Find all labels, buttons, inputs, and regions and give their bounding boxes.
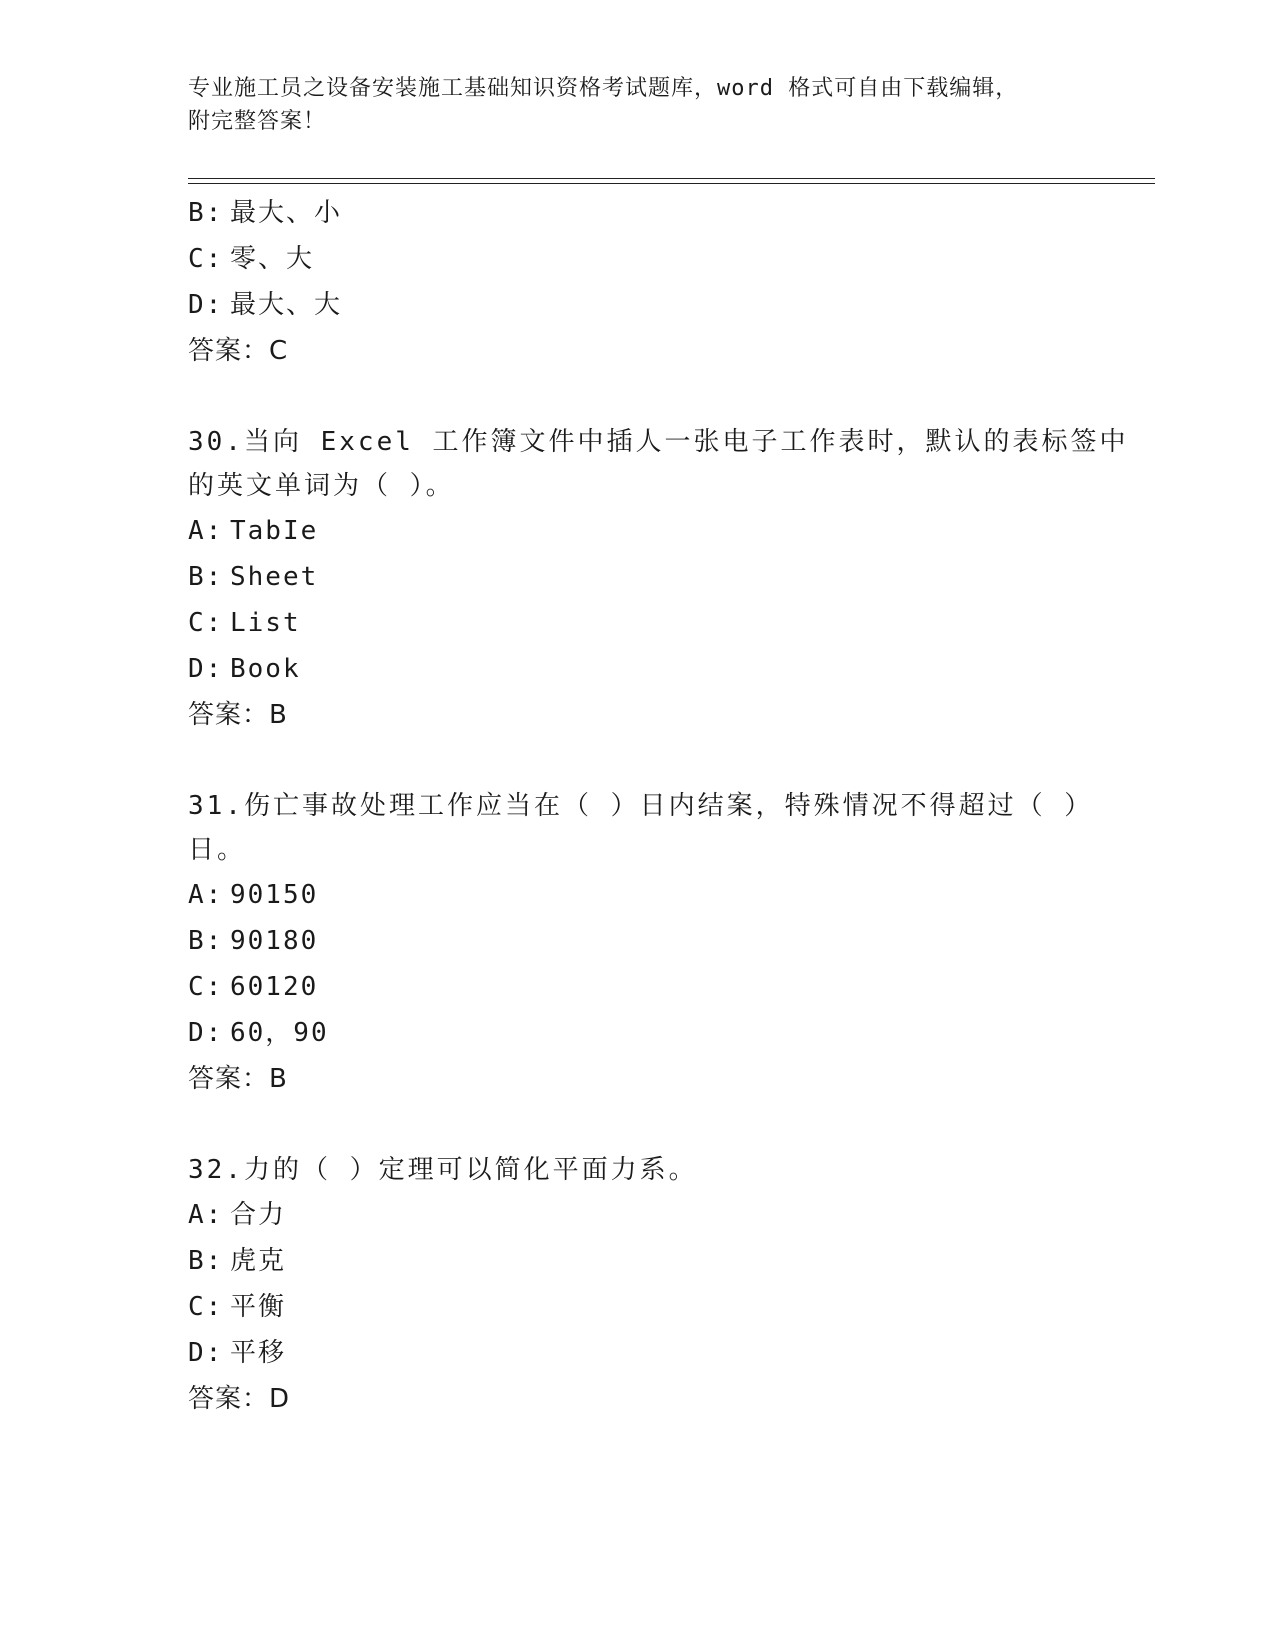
- option-text: 虎克: [230, 1246, 287, 1276]
- option-text: 合力: [230, 1200, 287, 1230]
- option-b: B: 虎克: [188, 1246, 287, 1276]
- stem-line-1: 30.当向 Excel 工作簿文件中插人一张电子工作表时，默认的表标签中: [188, 427, 1129, 457]
- option-d: D: 平移: [188, 1338, 287, 1368]
- header-line-2: 附完整答案！: [188, 109, 327, 134]
- question-32: [188, 1148, 1088, 1422]
- option-text: TabIe: [230, 516, 319, 546]
- option-c: C: 平衡: [188, 1292, 287, 1322]
- spacer: [188, 1102, 1088, 1148]
- question-29-tail: [188, 190, 1088, 374]
- option-c: C: 零、大: [188, 244, 315, 274]
- question-stem: [188, 1148, 1088, 1192]
- question-31: [188, 784, 1094, 1102]
- option-text: 60，90: [230, 1018, 329, 1048]
- option-text: Book: [230, 654, 301, 684]
- question-30: [188, 420, 1129, 738]
- option-text: 平移: [230, 1338, 287, 1368]
- stem-line-1: 31.伤亡事故处理工作应当在（ ）日内结案，特殊情况不得超过（ ）: [188, 791, 1094, 821]
- option-text: 最大、大: [230, 290, 343, 320]
- spacer: [188, 374, 1088, 420]
- option-d: D: 60，90: [188, 1018, 329, 1048]
- stem-line-1: 32.力的（ ）定理可以简化平面力系。: [188, 1155, 698, 1185]
- option-a: A: 90150: [188, 880, 319, 910]
- option-a: A: TabIe: [188, 516, 319, 546]
- header-rule-top: [188, 178, 1155, 179]
- option-text: 最大、小: [230, 198, 343, 228]
- question-stem: [188, 420, 1129, 508]
- option-c: C: 60120: [188, 972, 319, 1002]
- stem-line-2: 日。: [188, 835, 247, 865]
- header-rule-bottom: [188, 183, 1155, 184]
- answer-32: 答案：D: [188, 1384, 291, 1414]
- header-line-1: 专业施工员之设备安装施工基础知识资格考试题库，word 格式可自由下载编辑，: [188, 76, 1019, 101]
- option-text: Sheet: [230, 562, 319, 592]
- option-d: D: 最大、大: [188, 290, 343, 320]
- option-text: 平衡: [230, 1292, 287, 1322]
- spacer: [188, 738, 1088, 784]
- question-list: [188, 190, 1129, 1422]
- answer-31: 答案：B: [188, 1064, 288, 1094]
- question-stem: [188, 784, 1094, 872]
- option-b: B: 90180: [188, 926, 319, 956]
- document-header: [188, 72, 1088, 138]
- option-c: C: List: [188, 608, 301, 638]
- option-text: 90180: [230, 926, 319, 956]
- option-text: List: [230, 608, 301, 638]
- option-a: A: 合力: [188, 1200, 287, 1230]
- option-text: 零、大: [230, 244, 315, 274]
- option-text: 90150: [230, 880, 319, 910]
- answer-29: 答案：C: [188, 336, 289, 366]
- option-d: D: Book: [188, 654, 301, 684]
- option-text: 60120: [230, 972, 319, 1002]
- answer-30: 答案：B: [188, 700, 288, 730]
- option-b: B: Sheet: [188, 562, 319, 592]
- option-b: B: 最大、小: [188, 198, 343, 228]
- stem-line-2: 的英文单词为（ ）。: [188, 471, 455, 501]
